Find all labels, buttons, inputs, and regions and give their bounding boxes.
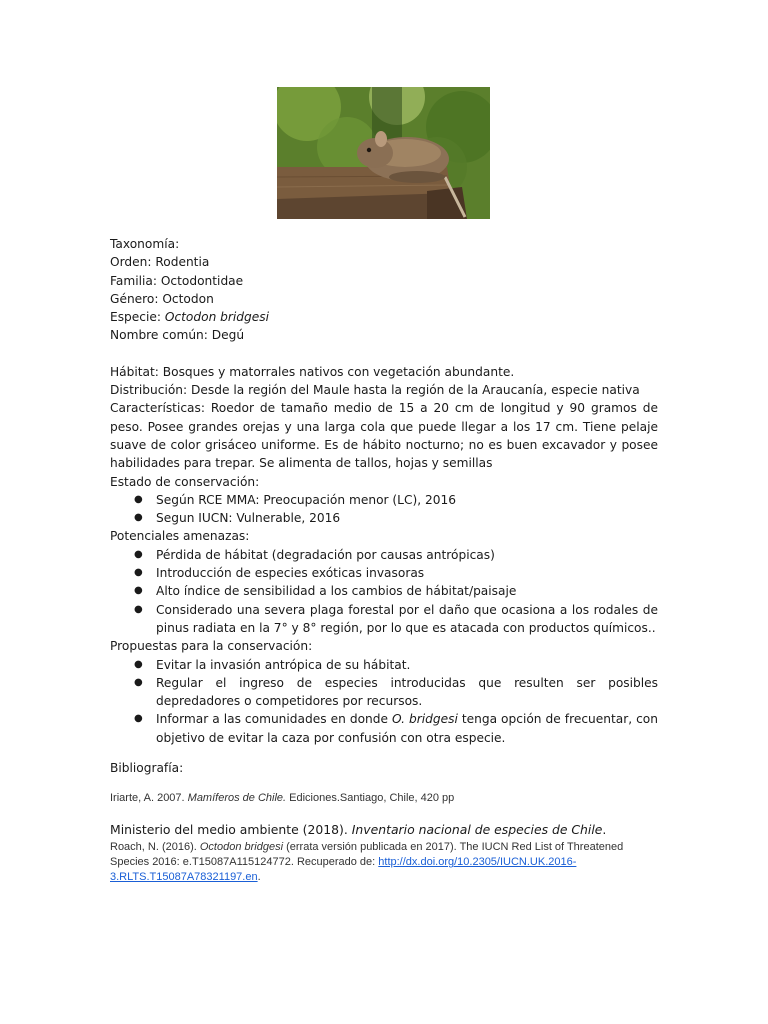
proposal-text-part: Informar a las comunidades en donde: [156, 712, 392, 727]
threats-list: [110, 546, 658, 637]
doi-link[interactable]: http://dx.doi.org/10.2305/IUCN.UK.2016-3.RLTS.T15087A78321197.en: [110, 856, 577, 884]
proposal-text-part: tenga opción de frecuentar, con objetivo de evitar la caza por confusión con otra especie.: [156, 712, 658, 745]
taxonomy-orden: Orden: Rodentia: [110, 255, 210, 270]
taxonomy-genero: Género: Octodon: [110, 291, 214, 306]
reference-title: Octodon bridgesi: [199, 841, 284, 854]
bibliography-title: Bibliografía:: [110, 761, 184, 776]
reference-text: Roach, N. (2016).: [110, 841, 200, 854]
caracteristicas-text: Características: Roedor de tamaño medio de 15 a 20 cm de longitud y 90 gramos de peso. Posee grandes orejas y una larga cola que puede llegar a los 17 cm. Tiene pelaje suave de color grisáceo uniforme. Es de hábito nocturno; no es buen excavador y posee habilidades para trepar. Se alimenta de tallos, hojas y semillas: [110, 401, 658, 471]
reference-text: Ministerio del medio ambiente (2018).: [110, 822, 352, 838]
reference-text: .: [257, 871, 261, 884]
proposals-title: Propuestas para la conservación:: [110, 639, 313, 654]
list-item: ● Segun IUCN: Vulnerable, 2016: [110, 509, 658, 527]
conservation-list: [110, 491, 658, 528]
reference-iriarte: [110, 791, 658, 806]
reference-text: (errata versión publicada en 2017). The IUCN Red List of Threatened Species 2016: e.T15087A115124772. Recuperado de:: [110, 841, 624, 869]
degu-photo: [277, 87, 490, 219]
distribucion-text: Distribución: Desde la región del Maule hasta la región de la Araucanía, especie nativa: [110, 383, 640, 398]
species-content: [110, 235, 658, 885]
list-item: ● Según RCE MMA: Preocupación menor (LC), 2016: [110, 491, 658, 509]
reference-roach: [110, 840, 658, 885]
taxonomy-familia: Familia: Octodontidae: [110, 273, 244, 288]
reference-ministerio: [110, 822, 658, 838]
list-item: ● Pérdida de hábitat (degradación por causas antrópicas): [110, 546, 658, 564]
list-item: ● Alto índice de sensibilidad a los cambios de hábitat/paisaje: [110, 582, 658, 600]
taxonomy-section: [110, 235, 658, 345]
reference-text: Iriarte, A. 2007.: [110, 792, 188, 805]
list-item: ● Considerado una severa plaga forestal por el daño que ocasiona a los rodales de pinus radiata en la 7° y 8° región, por lo que es atacada con productos químicos..: [110, 601, 658, 638]
species-abbrev: O. bridgesi: [392, 712, 458, 727]
taxonomy-nombre-comun: Nombre común: Degú: [110, 328, 245, 343]
list-item: ● Regular el ingreso de especies introducidas que resulten ser posibles depredadores o competidores por recursos.: [110, 674, 658, 711]
degu-photo-illustration: [277, 87, 490, 219]
habitat-text: Hábitat: Bosques y matorrales nativos con vegetación abundante.: [110, 364, 515, 379]
reference-title: Mamíferos de Chile.: [187, 792, 287, 805]
reference-title: Inventario nacional de especies de Chile: [351, 822, 603, 838]
threats-title: Potenciales amenazas:: [110, 529, 250, 544]
list-item: ● Evitar la invasión antrópica de su hábitat.: [110, 656, 658, 674]
taxonomy-especie: [110, 308, 658, 326]
reference-text: .: [602, 822, 607, 838]
especie-label: Especie:: [110, 310, 165, 325]
especie-name: Octodon bridgesi: [164, 310, 270, 325]
conservation-title: Estado de conservación:: [110, 474, 260, 489]
proposals-list: [110, 656, 658, 747]
list-item: ● Introducción de especies exóticas invasoras: [110, 564, 658, 582]
reference-text: Ediciones.Santiago, Chile, 420 pp: [286, 792, 455, 805]
list-item: [110, 710, 658, 747]
taxonomy-title: Taxonomía:: [110, 237, 180, 251]
